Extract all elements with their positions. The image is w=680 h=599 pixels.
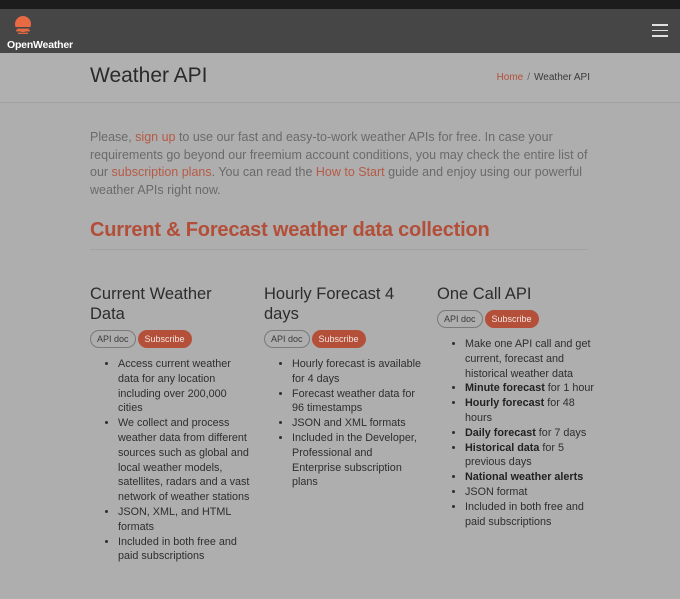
list-item [465, 381, 597, 396]
how-to-start-link[interactable]: How to Start [315, 165, 385, 179]
list-item: • Access current weather data for any location including over 200,000 cities [118, 357, 250, 416]
intro-paragraph [90, 129, 590, 199]
subscribe-button[interactable]: Subscribe [138, 330, 192, 348]
feature-list [264, 357, 424, 490]
api-card-title[interactable]: Current Weather Data [90, 285, 212, 323]
logo[interactable] [7, 15, 77, 49]
title-bar [0, 53, 680, 103]
list-item: • JSON, XML, and HTML formats [118, 505, 250, 535]
navbar [0, 9, 680, 53]
list-item [465, 441, 597, 471]
api-doc-button[interactable]: API doc [264, 330, 310, 348]
list-item: • Included in both free and paid subscriptions [465, 500, 597, 530]
list-item-bold: Hourly forecast [465, 397, 545, 410]
feature-list [437, 337, 597, 529]
api-card-title[interactable]: Hourly Forecast 4 days [264, 285, 395, 323]
list-item: • Included in the Developer, Professional and Enterprise subscription plans [292, 431, 424, 490]
page-title: Weather API [90, 64, 208, 87]
signup-link[interactable]: sign up [135, 130, 176, 144]
subscribe-button[interactable]: Subscribe [312, 330, 366, 348]
list-item [465, 396, 597, 426]
list-item: • Hourly forecast is available for 4 days [292, 357, 424, 387]
list-item-rest: for 5 previous days [465, 441, 565, 469]
feature-list [90, 357, 250, 564]
intro-text: . You can read the [211, 165, 316, 179]
api-card-current-weather [90, 284, 250, 564]
list-item: • Included in both free and paid subscriptions [118, 535, 250, 565]
list-item-rest: for 7 days [535, 426, 587, 439]
intro-text: Please, [90, 130, 136, 144]
list-item-bold: Minute forecast [465, 382, 545, 395]
list-item [465, 470, 597, 485]
list-item-bold: Historical data [465, 441, 540, 454]
list-item: • Make one API call and get current, forecast and historical weather data [465, 337, 597, 381]
breadcrumb-separator: / [527, 72, 531, 83]
api-card-hourly-forecast [264, 284, 424, 490]
intro-text: to use our fast and easy-to-work weather APIs for free. In case your requirements go beyond our freemium account conditions, you may check the entire list of our [90, 130, 588, 179]
list-item: • We collect and process weather data from different sources such as global and local weather models, satellites, radars and a vast network of weather stations [118, 416, 250, 505]
list-item [465, 426, 597, 441]
section-title: Current & Forecast weather data collection [90, 219, 490, 241]
openweather-logo-icon [12, 15, 34, 35]
logo-text: OpenWeather [7, 39, 73, 51]
list-item: • JSON format [465, 485, 597, 500]
api-card-title[interactable]: One Call API [437, 285, 532, 303]
breadcrumb-current: Weather API [534, 72, 590, 83]
subscription-plans-link[interactable]: subscription plans [111, 165, 212, 179]
intro-text: guide and enjoy using our powerful weather APIs right now. [90, 165, 583, 197]
list-item: • JSON and XML formats [292, 416, 424, 431]
list-item-rest: for 1 hour [544, 382, 595, 395]
hamburger-menu-icon[interactable] [652, 24, 668, 38]
list-item-bold: Daily forecast [465, 426, 536, 439]
api-doc-button[interactable]: API doc [90, 330, 136, 348]
breadcrumb-home-link[interactable]: Home [496, 72, 524, 83]
breadcrumb [497, 72, 590, 83]
list-item-bold: National weather alerts [465, 471, 584, 484]
api-doc-button[interactable]: API doc [437, 310, 483, 328]
api-card-one-call [437, 284, 597, 529]
top-strip [0, 0, 680, 9]
section-divider [90, 249, 588, 250]
list-item-rest: for 48 hours [465, 397, 575, 424]
list-item: • Forecast weather data for 96 timestamps [292, 387, 424, 417]
subscribe-button[interactable]: Subscribe [485, 310, 539, 328]
